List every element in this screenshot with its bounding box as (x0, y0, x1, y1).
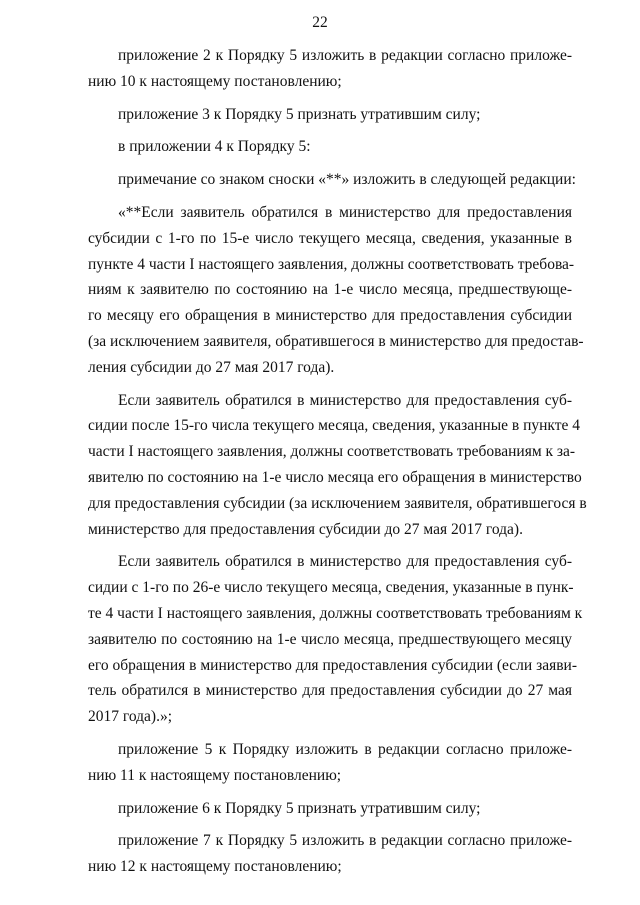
paragraph-appendix-6 (88, 796, 572, 822)
paragraph-appendix-7 (88, 828, 572, 880)
text-line: приложение 5 к Порядку изложить в редакции согласно приложе- (118, 740, 572, 758)
text-line: нию 11 к настоящему постановлению; (88, 766, 342, 784)
text-line: сидии после 15-го числа текущего месяца, сведения, указанные в пункте 4 (88, 417, 581, 435)
text-line: ниям к заявителю по состоянию на 1-е число месяца, предшествующе- (88, 281, 572, 299)
text-line: (за исключением заявителя, обратившегося в министерство для предостав- (88, 332, 584, 350)
paragraph-appendix-4 (88, 134, 572, 160)
text-line: сидии с 1-го по 26-е число текущего месяца, сведения, указанные в пунк- (88, 579, 574, 597)
document-body (88, 43, 587, 880)
text-line: приложение 3 к Порядку 5 признать утратившим силу; (118, 105, 481, 123)
text-line: министерство для предоставления субсидии до 27 мая 2017 года). (88, 520, 523, 538)
text-line: те 4 части I настоящего заявления, должны соответствовать требованиям к (88, 604, 583, 622)
text-line: тель обратился в министерство для предоставления субсидии до 27 мая (88, 682, 572, 700)
text-line: нию 10 к настоящему постановлению; (88, 72, 342, 90)
text-line: для предоставления субсидии (за исключением заявителя, обратившегося в (88, 494, 587, 512)
paragraph-appendix-3 (88, 102, 572, 128)
text-line: субсидии с 1-го по 15-е число текущего месяца, сведения, указанные в (88, 229, 572, 247)
text-line: части I настоящего заявления, должны соответствовать требованиям к за- (88, 443, 576, 461)
text-line: Если заявитель обратился в министерство для предоставления суб- (118, 391, 572, 409)
text-line: «**Если заявитель обратился в министерство для предоставления (118, 203, 572, 221)
text-line: его обращения в министерство для предоставления субсидии (если заяви- (88, 656, 577, 674)
text-line: нию 12 к настоящему постановлению; (88, 858, 342, 876)
text-line: пункте 4 части I настоящего заявления, должны соответствовать требова- (88, 255, 575, 273)
text-line: приложение 2 к Порядку 5 изложить в редакции согласно приложе- (118, 47, 572, 64)
paragraph-footnote-note (88, 167, 576, 193)
text-line: примечание со знаком сноски «**» изложить в следующей редакции: (118, 171, 576, 189)
text-line: явителю по состоянию на 1-е число месяца его обращения в министерство (88, 468, 582, 486)
text-line: го месяцу его обращения в министерство для предоставления субсидии (88, 307, 572, 325)
paragraph-footnote-text-3 (88, 549, 583, 730)
paragraph-appendix-5 (88, 737, 572, 789)
text-line: приложение 6 к Порядку 5 признать утратившим силу; (118, 799, 481, 817)
text-line: ления субсидии до 27 мая 2017 года). (88, 358, 335, 376)
text-line: в приложении 4 к Порядку 5: (118, 138, 311, 156)
page-number: 22 (312, 14, 328, 31)
paragraph-footnote-text-1 (88, 200, 584, 381)
text-line: 2017 года).»; (88, 708, 173, 726)
text-line: заявителю по состоянию на 1-е число месяца, предшествующего месяцу (88, 630, 572, 648)
paragraph-footnote-text-2 (88, 388, 587, 543)
paragraph-appendix-2 (88, 43, 572, 95)
text-line: приложение 7 к Порядку 5 изложить в редакции согласно приложе- (118, 832, 572, 850)
text-line: Если заявитель обратился в министерство для предоставления суб- (118, 553, 572, 571)
